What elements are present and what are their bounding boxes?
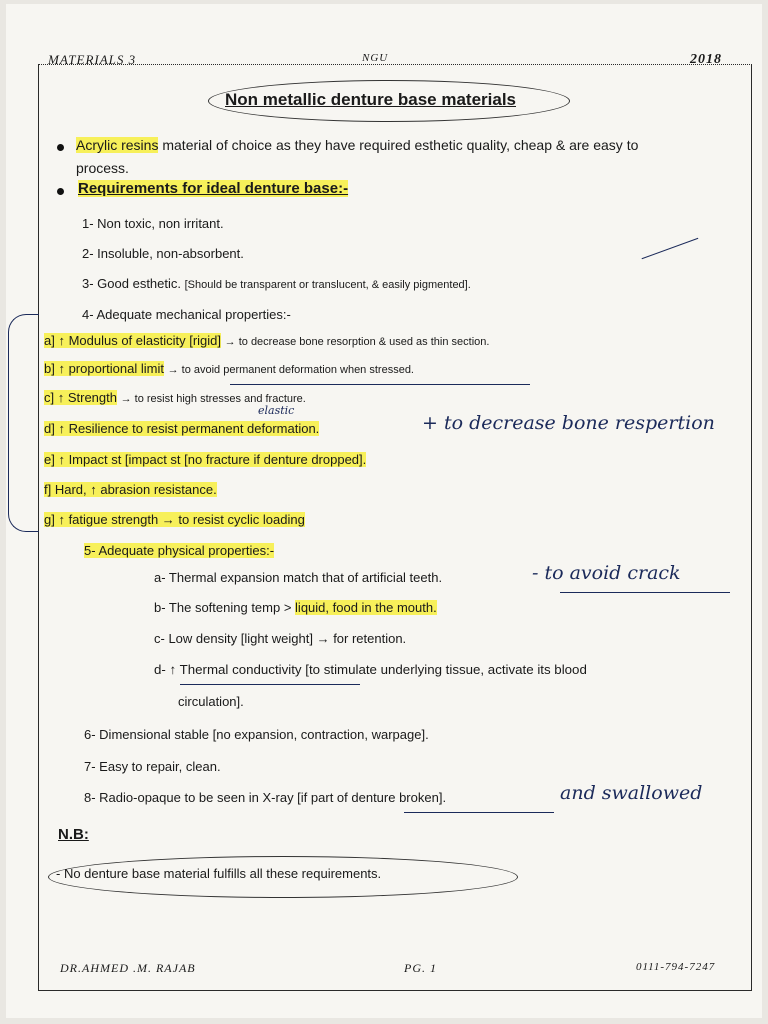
- mech-c-label: c] ↑ Strength: [44, 390, 117, 405]
- item-5: 5- Adequate physical properties:-: [84, 543, 275, 558]
- mech-c: [44, 390, 306, 405]
- nb-text: - No denture base material fulfills all these requirements.: [56, 866, 382, 881]
- page-border: [38, 64, 752, 991]
- handwritten-bracket: [8, 314, 39, 532]
- footer-page: PG. 1: [404, 961, 437, 975]
- bullet-icon: [57, 188, 64, 195]
- handwritten-note-crack: - to avoid crack: [532, 562, 681, 584]
- mech-b: [44, 361, 414, 376]
- handwritten-underline: [560, 592, 730, 593]
- mech-g-label: g] ↑ fatigue strength → to resist cyclic loading: [44, 512, 305, 527]
- mech-b-label: b] ↑ proportional limit: [44, 361, 164, 376]
- university-header: NGU: [362, 52, 389, 64]
- mech-a-note: → to decrease bone resorption & used as thin section.: [224, 336, 490, 348]
- handwritten-note-swallowed: and swallowed: [560, 782, 703, 804]
- footer-phone: 0111-794-7247: [636, 961, 716, 973]
- item-8: 8- Radio-opaque to be seen in X-ray [if part of denture broken].: [84, 790, 447, 805]
- handwritten-note-elastic: elastic: [258, 404, 295, 417]
- mech-a: [44, 333, 489, 348]
- phys-d-line-2: circulation].: [178, 694, 244, 709]
- footer-author: DR.AHMED .M. RAJAB: [60, 961, 196, 975]
- handwritten-note-bone: + to decrease bone respertion: [422, 412, 715, 434]
- item-3: [82, 276, 471, 291]
- phys-a: a- Thermal expansion match that of artificial teeth.: [154, 570, 443, 585]
- item-6: 6- Dimensional stable [no expansion, contraction, warpage].: [84, 727, 429, 742]
- nb-label: N.B:: [58, 826, 89, 843]
- course-header: MATERIALS 3: [48, 52, 137, 67]
- handwritten-underline: [180, 684, 360, 685]
- requirements-heading: Requirements for ideal denture base:-: [78, 180, 349, 197]
- intro-line-1: [76, 137, 638, 153]
- phys-b-highlight: liquid, food in the mouth.: [295, 600, 437, 615]
- handwritten-underline: [404, 812, 554, 813]
- handwritten-underline: [230, 384, 530, 385]
- item-3-note: [Should be transparent or translucent, & easily pigmented].: [184, 279, 471, 291]
- mech-f: f] Hard, ↑ abrasion resistance.: [44, 482, 217, 497]
- phys-c: c- Low density [light weight] → for retention.: [154, 631, 407, 646]
- mech-e: e] ↑ Impact st [impact st [no fracture if denture dropped].: [44, 452, 367, 467]
- item-2: 2- Insoluble, non-absorbent.: [82, 246, 244, 261]
- item-7: 7- Easy to repair, clean.: [84, 759, 221, 774]
- intro-text: material of choice as they have required esthetic quality, cheap & are easy to: [158, 137, 639, 153]
- mech-b-note: → to avoid permanent deformation when stressed.: [167, 364, 414, 376]
- mech-a-label: a] ↑ Modulus of elasticity [rigid]: [44, 333, 222, 348]
- page-title: Non metallic denture base materials: [225, 90, 516, 109]
- phys-d-line-1: d- ↑ Thermal conductivity [to stimulate underlying tissue, activate its blood: [154, 662, 587, 677]
- item-4: 4- Adequate mechanical properties:-: [82, 307, 291, 322]
- intro-line-2: process.: [76, 160, 129, 176]
- phys-b: [154, 600, 437, 615]
- mech-c-note: → to resist high stresses and fracture.: [120, 393, 306, 405]
- intro-highlight: Acrylic resins: [76, 137, 159, 153]
- bullet-icon: [57, 144, 64, 151]
- item-3-label: 3- Good esthetic.: [82, 276, 181, 291]
- item-1: 1- Non toxic, non irritant.: [82, 216, 224, 231]
- mech-g: [44, 512, 305, 527]
- mech-d: d] ↑ Resilience to resist permanent deformation.: [44, 421, 320, 436]
- year-header: 2018: [690, 52, 722, 67]
- phys-b-label: b- The softening temp >: [154, 600, 296, 615]
